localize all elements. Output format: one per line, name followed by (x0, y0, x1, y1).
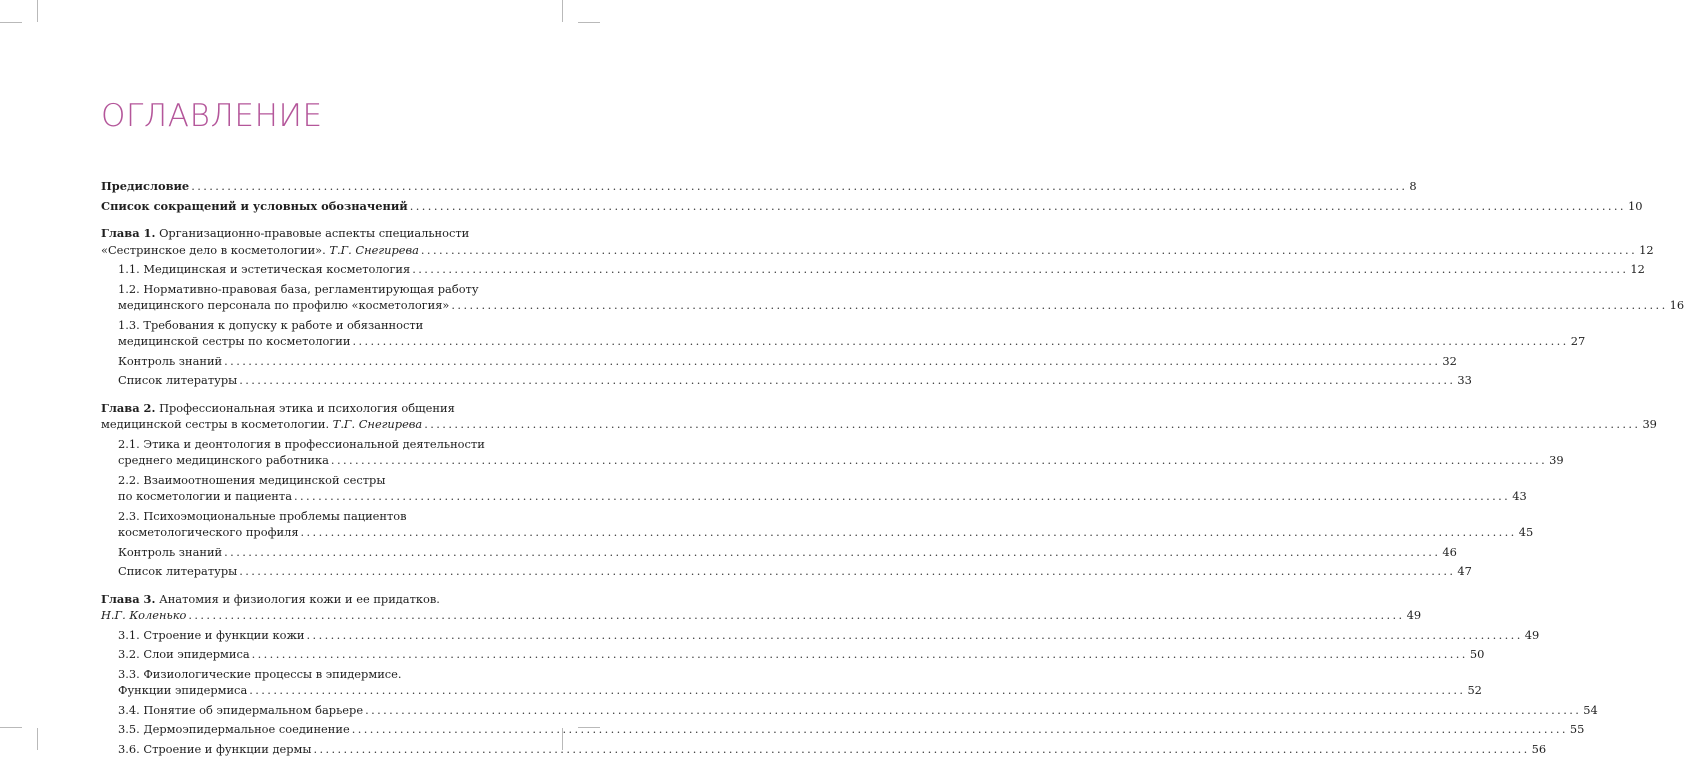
section-title-cont: медицинской сестры по косметологии (118, 333, 351, 350)
toc-section-1-2[interactable] (101, 281, 499, 314)
table-of-contents (101, 178, 499, 757)
section-title: 3.1. Строение и функции кожи (118, 627, 305, 644)
section-title: 3.5. Дермоэпидермальное соединение (118, 721, 350, 738)
chapter-title-line (101, 591, 499, 608)
page-number: 49 (1407, 607, 1422, 624)
dot-leader: .......................................................................................................................................................................................................... (421, 242, 1637, 259)
page-number: 10 (1628, 198, 1643, 215)
section-title-cont: по косметологии и пациента (118, 488, 292, 505)
page-number: 12 (1639, 242, 1654, 259)
chapter-prefix: Глава 2. (101, 401, 155, 415)
section-title: 1.3. Требования к допуску к работе и обязанности (118, 317, 499, 334)
chapter-title: Анатомия и физиология кожи и ее придатков. (159, 592, 440, 606)
toc-section-1-references[interactable] (101, 372, 499, 389)
crop-mark-top-left (0, 22, 22, 23)
chapter-author: Т.Г. Снегирева (329, 243, 419, 257)
chapter-author: Т.Г. Снегирева (333, 417, 423, 431)
chapter-prefix: Глава 3. (101, 592, 155, 606)
page-number: 47 (1457, 563, 1472, 580)
section-title: Список литературы (118, 563, 237, 580)
toc-section-2-1[interactable] (101, 436, 499, 469)
page-number: 55 (1570, 721, 1585, 738)
page-number: 52 (1467, 682, 1482, 699)
section-title: Список литературы (118, 372, 237, 389)
page-number: 12 (1630, 261, 1645, 278)
section-title: 1.2. Нормативно-правовая база, регламентирующая работу (118, 281, 499, 298)
page-number: 56 (1532, 741, 1547, 757)
section-title: 1.1. Медицинская и эстетическая косметология (118, 261, 410, 278)
dot-leader: .......................................................................................................................................................................................................... (239, 372, 1455, 389)
section-title-cont: Функции эпидермиса (118, 682, 247, 699)
page-number: 8 (1409, 178, 1416, 195)
toc-section-3-5[interactable] (101, 721, 499, 738)
page-number: 32 (1442, 353, 1457, 370)
toc-section-1-1[interactable] (101, 261, 499, 278)
page-number: 49 (1525, 627, 1540, 644)
chapter-title-line (101, 225, 499, 242)
section-title: 3.4. Понятие об эпидермальном барьере (118, 702, 363, 719)
crop-mark-top-left-v (37, 0, 38, 22)
toc-chapter-3[interactable] (101, 591, 499, 624)
toc-section-3-4[interactable] (101, 702, 499, 719)
dot-leader: .......................................................................................................................................................................................................... (301, 524, 1517, 541)
dot-leader: .......................................................................................................................................................................................................... (352, 721, 1568, 738)
page-number: 46 (1442, 544, 1457, 561)
section-title: 3.3. Физиологические процессы в эпидермисе. (118, 666, 499, 683)
toc-section-1-3[interactable] (101, 317, 499, 350)
dot-leader: .......................................................................................................................................................................................................... (410, 198, 1626, 215)
toc-entry-abbreviations[interactable] (101, 198, 499, 215)
dot-leader: .......................................................................................................................................................................................................... (313, 741, 1529, 757)
page-number: 50 (1470, 646, 1485, 663)
toc-section-2-quiz[interactable] (101, 544, 499, 561)
page-number: 27 (1571, 333, 1586, 350)
crop-mark-bottom-left-v (37, 728, 38, 750)
crop-mark-top-right-v (562, 0, 563, 22)
section-title: 3.6. Строение и функции дермы (118, 741, 311, 757)
crop-mark-top-right (578, 22, 600, 23)
toc-entry-label: Предисловие (101, 178, 189, 195)
dot-leader: .......................................................................................................................................................................................................... (249, 682, 1465, 699)
page-number: 16 (1670, 297, 1684, 314)
dot-leader: .......................................................................................................................................................................................................... (188, 607, 1404, 624)
toc-chapter-1[interactable] (101, 225, 499, 258)
page-number: 39 (1549, 452, 1564, 469)
section-title: 3.2. Слои эпидермиса (118, 646, 250, 663)
chapter-prefix: Глава 1. (101, 226, 155, 240)
section-title: Контроль знаний (118, 544, 222, 561)
page-title: ОГЛАВЛЕНИЕ (101, 96, 323, 136)
dot-leader: .......................................................................................................................................................................................................... (191, 178, 1407, 195)
toc-chapter-2[interactable] (101, 400, 499, 433)
section-title: 2.2. Взаимоотношения медицинской сестры (118, 472, 499, 489)
toc-entry-preface[interactable] (101, 178, 499, 195)
chapter-title: Организационно-правовые аспекты специальности (159, 226, 469, 240)
chapter-author: Н.Г. Коленько (101, 607, 186, 624)
crop-mark-bottom-left (0, 727, 22, 728)
chapter-title-cont: медицинской сестры в косметологии. (101, 417, 329, 431)
chapter-title-cont: «Сестринское дело в косметологии». (101, 243, 326, 257)
toc-section-3-6[interactable] (101, 741, 499, 757)
dot-leader: .......................................................................................................................................................................................................... (252, 646, 1468, 663)
section-title-cont: медицинского персонала по профилю «косметология» (118, 297, 449, 314)
dot-leader: .......................................................................................................................................................................................................... (239, 563, 1455, 580)
page-number: 33 (1457, 372, 1472, 389)
toc-entry-label: Список сокращений и условных обозначений (101, 198, 408, 215)
dot-leader: .......................................................................................................................................................................................................... (451, 297, 1667, 314)
chapter-title: Профессиональная этика и психология общения (159, 401, 455, 415)
toc-section-1-quiz[interactable] (101, 353, 499, 370)
section-title: Контроль знаний (118, 353, 222, 370)
toc-section-2-3[interactable] (101, 508, 499, 541)
section-title: 2.1. Этика и деонтология в профессиональной деятельности (118, 436, 499, 453)
dot-leader: .......................................................................................................................................................................................................... (307, 627, 1523, 644)
page-number: 45 (1519, 524, 1534, 541)
toc-section-3-1[interactable] (101, 627, 499, 644)
page-number: 54 (1583, 702, 1598, 719)
dot-leader: .......................................................................................................................................................................................................... (412, 261, 1628, 278)
dot-leader: .......................................................................................................................................................................................................... (224, 353, 1440, 370)
dot-leader: .......................................................................................................................................................................................................... (365, 702, 1581, 719)
page-number: 39 (1642, 416, 1657, 433)
dot-leader: .......................................................................................................................................................................................................... (224, 544, 1440, 561)
toc-section-2-2[interactable] (101, 472, 499, 505)
section-title-cont: косметологического профиля (118, 524, 299, 541)
section-title: 2.3. Психоэмоциональные проблемы пациентов (118, 508, 499, 525)
chapter-title-line (101, 400, 499, 417)
page-number: 43 (1512, 488, 1527, 505)
toc-section-2-references[interactable] (101, 563, 499, 580)
dot-leader: .......................................................................................................................................................................................................... (424, 416, 1640, 433)
dot-leader: .......................................................................................................................................................................................................... (331, 452, 1547, 469)
section-title-cont: среднего медицинского работника (118, 452, 329, 469)
toc-section-3-2[interactable] (101, 646, 499, 663)
dot-leader: .......................................................................................................................................................................................................... (294, 488, 1510, 505)
dot-leader: .......................................................................................................................................................................................................... (353, 333, 1569, 350)
toc-section-3-3[interactable] (101, 666, 499, 699)
